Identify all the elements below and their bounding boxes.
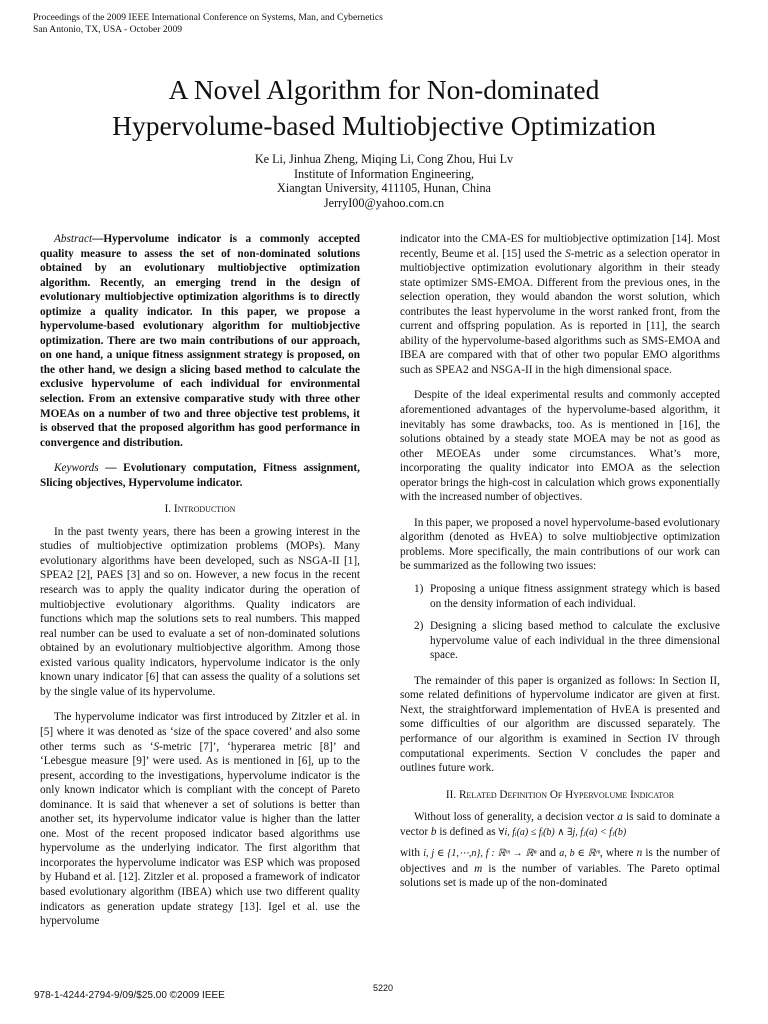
right-p5-part-a: Without loss of generality, a decision vector <box>414 811 618 824</box>
right-p1-part-a: indicator into the CMA-ES for multiobjective optimization [14]. Most recently, Beume et al. [15] used the <box>400 233 720 260</box>
abstract-text: Hypervolume indicator is a commonly accepted quality measure to assess the set of non-dominated solutions obtained by an evolutionary multiobjective optimization algorithm. Recently, an emerging trend in the design of evolutionary multiobjective optimization algorithms is to directly optimize a quality indicator. In this paper, we propose a hypervolume-based evolutionary algorithm for multiobjective optimization. There are two main contributions of our approach, on one hand, a unique fitness assignment strategy is proposed, on the other hand, we design a slicing based method to calculate the exclusive hypervolume of each individual for environmental selection. From an extensive comparative study with three other MOEAs on a number of two and three objective test problems, it is observed that the proposed algorithm has good performance in convergence and distribution. <box>40 233 360 449</box>
right-column <box>400 232 720 891</box>
right-paragraph-3: In this paper, we proposed a novel hypervolume-based evolutionary algorithm (denoted as HvEA) to solve multiobjective optimization problems. More specifically, the main contributions of our work can be summarized as the following two issues: <box>400 516 720 573</box>
right-p6-part-b: and <box>536 847 560 860</box>
right-paragraph-5 <box>400 810 720 840</box>
right-p6-part-e: is the number of variables. The Pareto optimal solutions set is made up of the non-dominated <box>400 862 720 890</box>
right-p6-n: n <box>636 847 643 860</box>
intro-paragraph-1: In the past twenty years, there has been a growing interest in the studies of multiobjective optimization problems (MOPs). Many evolutionary algorithms have been developed, such as NSGA-II [1], SPEA2 [2], PAES [3] and so on. However, a new focus in the recent research was to apply the quality indicator during the operation of multiobjective evolutionary algorithms. Quality indicators are functions which map the solutions sets to real numbers. This mapped real number can be used to evaluate a set of non-dominated solutions obtained by an evolutionary multiobjective algorithm. Among those existed various quality indicators, hypervolume indicator is the only known unary indicator [6] that can assess the quality of a solutions set by the single value of its hypervolume. <box>40 525 360 698</box>
right-paragraph-2: Despite of the ideal experimental results and commonly accepted aforementioned advantages of the hypervolume-based algorithm, it inevitably has some drawbacks, too. As is mentioned in [16], the solutions obtained by a steady state MOEA may be not as good as other MEOEAs under some circumstances. What’s more, incorporating the quality indicator into EMOA as the selection operator brings the high-cost in calculation which grows exponentially with the increased number of objectives. <box>400 389 720 504</box>
right-paragraph-6 <box>400 846 720 891</box>
list-item-text: Designing a slicing based method to calculate the exclusive hypervolume value of each individual in the three dimensional space. <box>430 620 720 662</box>
header-line-2: San Antonio, TX, USA - October 2009 <box>33 24 183 35</box>
keywords <box>40 461 360 490</box>
author-department: Institute of Information Engineering, <box>293 166 475 181</box>
right-p5-part-c: is defined as <box>436 825 499 838</box>
title-line-2: Hypervolume-based Multiobjective Optimization <box>112 110 656 141</box>
proceedings-header <box>33 12 383 36</box>
intro-p2-s: S <box>153 740 160 753</box>
copyright-notice: 978-1-4244-2794-9/09/$25.00 ©2009 IEEE <box>34 990 225 1001</box>
right-p6-part-a: with <box>400 847 424 860</box>
header-line-1: Proceedings of the 2009 IEEE International Conference on Systems, Man, and Cybernetics <box>33 12 383 23</box>
list-item-number: 2) <box>414 620 424 633</box>
author-block <box>0 152 768 210</box>
keywords-text: — Evolutionary computation, Fitness assignment, Slicing objectives, Hypervolume indicator. <box>40 462 360 489</box>
section-1-number: I. <box>164 503 172 516</box>
section-1-title: Introduction <box>173 503 236 516</box>
author-email: JerryI00@yahoo.com.cn <box>323 195 445 210</box>
author-university: Xiangtan University, 411105, Hunan, China <box>277 181 491 196</box>
intro-p2-part-b: -metric [7]’, ‘hyperarea metric [8]’ and ‘Lebesgue measure [9]’ were used. As is mentioned in [6], up to the present, according to the investigations, hypervolume indicator is the only known indicator which is compliant with the concept of Pareto dominance. It is said that whenever a set of solutions is better than another set, its hypervolume indicator value is higher than the latter one. Most of the recent proposed indicator based algorithms use hypervolume as the underlying indicator. The first algorithm that incorporates the hypervolume indicator was ESP which was proposed by Huband et al. [12]. Zitzler et al. proposed a framework of indicator based evolutionary algorithm (IBEA) which use two different quality indicators as generation update strategy [13]. Igel et al. use the hypervolume <box>40 740 360 928</box>
vector-formula: a, b ∈ ℝᵐ <box>559 848 600 860</box>
right-p1-s: S <box>565 247 571 260</box>
section-heading-introduction <box>40 502 360 517</box>
section-2-title: Related Definition Of Hypervolume Indicator <box>458 788 675 801</box>
list-item <box>400 582 720 611</box>
right-p6-part-d: is the number of objectives and <box>400 847 720 875</box>
paper-title <box>0 72 768 144</box>
abstract <box>40 232 360 450</box>
page-number: 5220 <box>373 983 394 993</box>
keywords-label: Keywords <box>54 462 99 475</box>
right-paragraph-4: The remainder of this paper is organized as follows: In Section II, some related definitions of hypervolume indicator are given at first. Next, the straightforward implementation of HvEA is presented and some difficulties of our algorithm are discussed separately. The performance of our algorithm is examined in Section IV through computational experiments. Section V concludes the paper and outlines future work. <box>400 674 720 775</box>
list-item-number: 1) <box>414 583 424 596</box>
intro-paragraph-2 <box>40 710 360 928</box>
list-item-text: Proposing a unique fitness assignment strategy which is based on the density information of each individual. <box>430 583 720 610</box>
right-p5-b: b <box>430 825 437 838</box>
section-heading-definition <box>400 788 720 803</box>
abstract-dash: — <box>92 233 104 245</box>
right-p6-part-c: , where <box>599 847 637 860</box>
right-p5-part-b: is said to dominate a vector <box>400 811 721 838</box>
author-names: Ke Li, Jinhua Zheng, Miqing Li, Cong Zhou, Hui Lv <box>254 152 514 166</box>
abstract-label: Abstract <box>54 233 93 245</box>
list-item <box>400 619 720 663</box>
right-p6-m: m <box>474 862 483 875</box>
title-line-1: A Novel Algorithm for Non-dominated <box>168 74 600 105</box>
index-formula: i, j ∈ {1,⋯,n}, f : ℝᵐ → ℝⁿ <box>423 848 537 860</box>
right-paragraph-1 <box>400 232 720 377</box>
dominance-formula: ∀i, fᵢ(a) ≤ fᵢ(b) ∧ ∃j, fⱼ(a) < fⱼ(b) <box>498 826 627 838</box>
right-p5-a: a <box>617 811 623 824</box>
right-p1-part-b: -metric as a selection operator in multiobjective optimization evolutionary algorithm in their steady state optimizer SMS-EMOA. Different from the previous ones, in the selection operation, they would abandon the worst solution, which contributes the least hypervolume in the worst ranked front, from the current and offspring population. As is reported in [11], the search ability of the hypervolume-based algorithms such as SMS-EMOA and IBEA are compared with that of other two popular EMO algorithms such as SPEA2 and NSGA-II in the high dimensional space. <box>400 247 721 376</box>
intro-p2-part-a: The hypervolume indicator was first introduced by Zitzler et al. in [5] where it was denoted as ‘size of the space covered’ and also some other terms such as ‘ <box>40 711 360 753</box>
left-column <box>40 232 360 929</box>
section-2-number: II. <box>445 788 457 801</box>
